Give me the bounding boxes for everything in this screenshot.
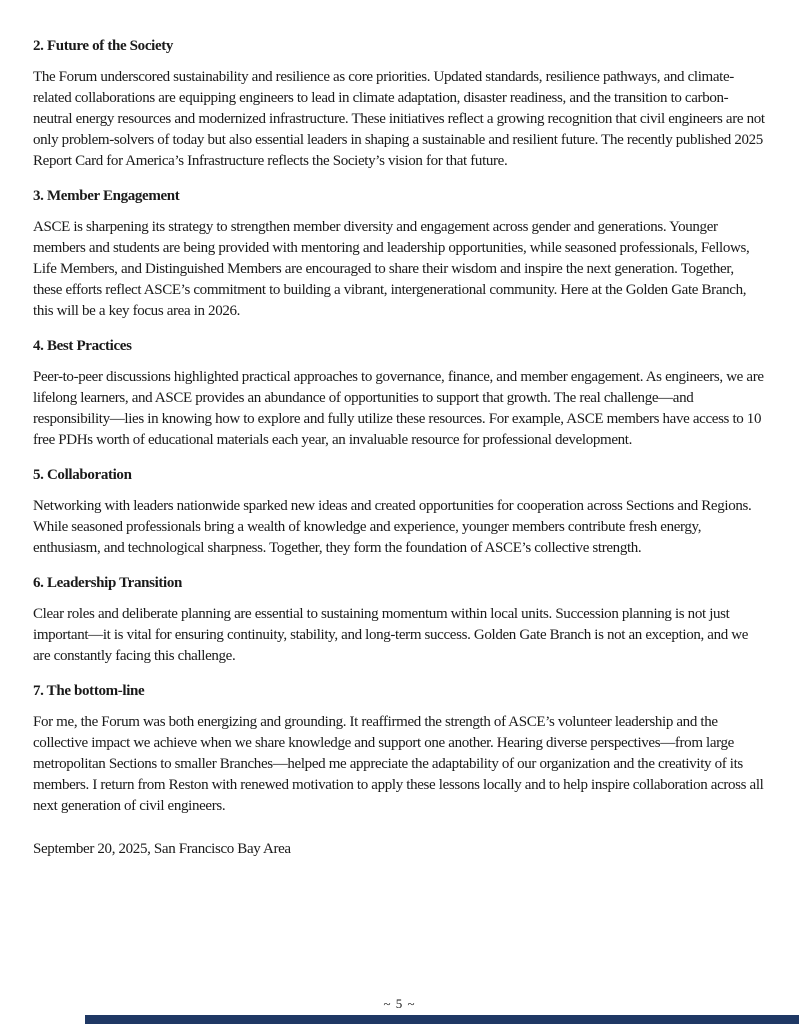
section-best-practices xyxy=(33,336,766,451)
section-paragraph: The Forum underscored sustainability and resilience as core priorities. Updated standards, resilience pathways, and climate-related collaborations are equipping engineers to lead in climate adaptation, disaster readiness, and the transition to carbon-neutral energy resources and modernized infrastructure. These initiatives reflect a growing recognition that civil engineers are not only problem-solvers of today but also essential leaders in shaping a sustainable and resilient future. The recently published 2025 Report Card for America’s Infrastructure reflects the Society’s vision for that future. xyxy=(33,69,765,169)
section-heading: 6. Leadership Transition xyxy=(33,575,182,591)
section-leadership-transition xyxy=(33,573,766,667)
section-paragraph: ASCE is sharpening its strategy to strengthen member diversity and engagement across gender and generations. Younger members and students are being provided with mentoring and leadership opportunities, while seasoned professionals, Fellows, Life Members, and Distinguished Members are encouraged to share their wisdom and inspire the next generation. Together, these efforts reflect ASCE’s commitment to building a vibrant, intergenerational community. Here at the Golden Gate Branch, this will be a key focus area in 2026. xyxy=(33,219,750,319)
bottom-edge-bar xyxy=(85,1015,799,1024)
page-number: ~ 5 ~ xyxy=(383,996,416,1011)
date-location-line: September 20, 2025, San Francisco Bay Area xyxy=(33,841,291,857)
section-paragraph: Peer-to-peer discussions highlighted practical approaches to governance, finance, and member engagement. As engineers, we are lifelong learners, and ASCE provides an abundance of opportunities to support that growth. The real challenge—and responsibility—lies in knowing how to explore and fully utilize these resources. For example, ASCE members have access to 10 free PDHs worth of educational materials each year, an invaluable resource for professional development. xyxy=(33,369,764,448)
section-heading: 2. Future of the Society xyxy=(33,38,174,54)
section-heading: 4. Best Practices xyxy=(33,338,132,354)
section-bottom-line xyxy=(33,681,766,817)
section-future-of-the-society xyxy=(33,36,766,172)
section-member-engagement xyxy=(33,186,766,322)
section-heading: 3. Member Engagement xyxy=(33,188,180,204)
section-heading: 7. The bottom-line xyxy=(33,683,145,699)
section-paragraph: Networking with leaders nationwide sparked new ideas and created opportunities for cooperation across Sections and Regions. While seasoned professionals bring a wealth of knowledge and experience, younger members contribute fresh energy, enthusiasm, and technological sharpness. Together, they form the foundation of ASCE’s collective strength. xyxy=(33,498,752,556)
section-heading: 5. Collaboration xyxy=(33,467,132,483)
document-content xyxy=(33,22,766,875)
section-collaboration xyxy=(33,465,766,559)
section-paragraph: Clear roles and deliberate planning are essential to sustaining momentum within local units. Succession planning is not just important—it is vital for ensuring continuity, stability, and long-term success. Golden Gate Branch is not an exception, and we are constantly facing this challenge. xyxy=(33,606,749,664)
section-paragraph: For me, the Forum was both energizing and grounding. It reaffirmed the strength of ASCE’s volunteer leadership and the collective impact we achieve when we share knowledge and support one another. Hearing diverse perspectives—from large metropolitan Sections to smaller Branches—helped me appreciate the adaptability of our organization and the creativity of its members. I return from Reston with renewed motivation to apply these lessons locally and to help inspire collaboration across all next generation of civil engineers. xyxy=(33,714,764,814)
